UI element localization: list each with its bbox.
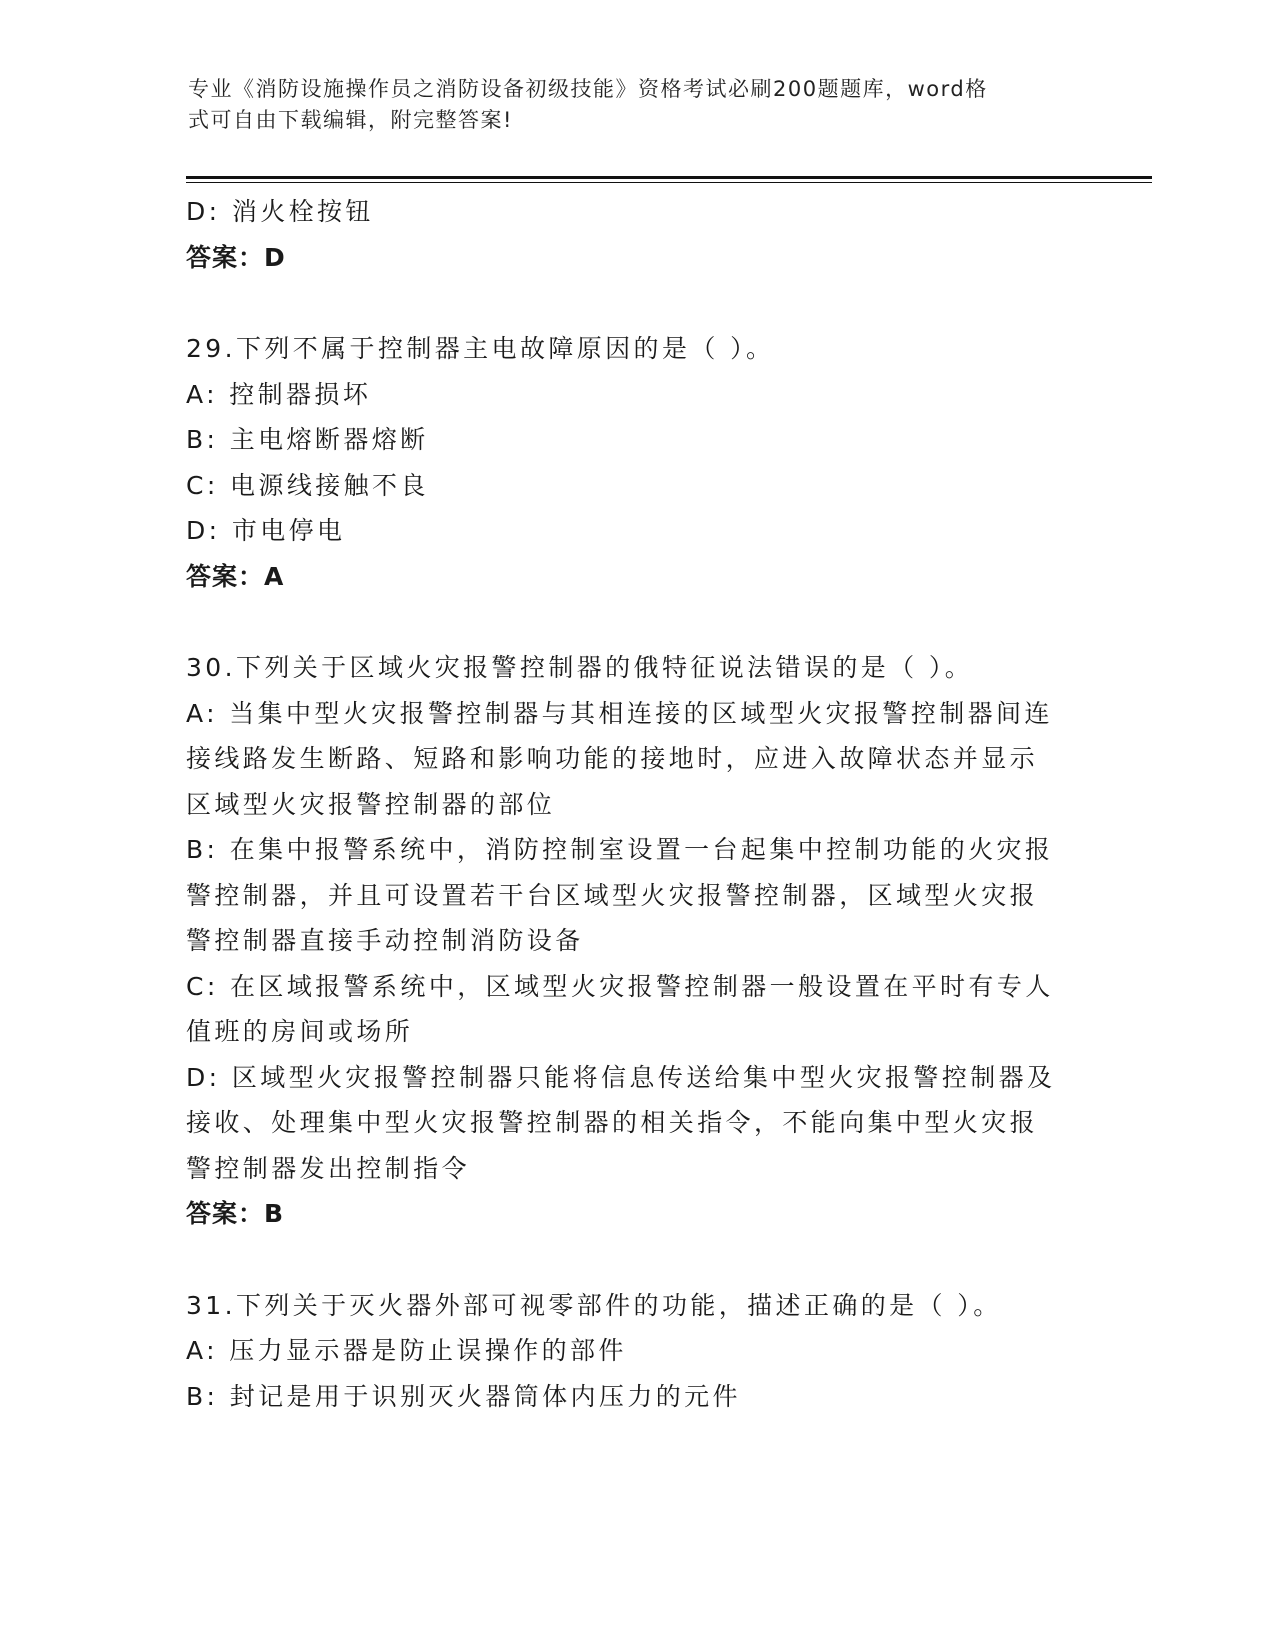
spacer xyxy=(186,280,1076,326)
q30-option-c-line-2: 值班的房间或场所 xyxy=(186,1017,414,1046)
q29-answer: 答案：A xyxy=(186,561,285,591)
q30-option-a-line-1: A: 当集中型火灾报警控制器与其相连接的区域型火灾报警控制器间连 xyxy=(186,698,1053,728)
q31-stem: 31.下列关于灭火器外部可视零部件的功能，描述正确的是（ ）。 xyxy=(186,1290,1002,1320)
header-line-2: 式可自由下载编辑，附完整答案! xyxy=(188,108,513,132)
header-line-1: 专业《消防设施操作员之消防设备初级技能》资格考试必刷200题题库，word格 xyxy=(188,77,988,101)
q29-option-c: C: 电源线接触不良 xyxy=(186,470,429,500)
spacer xyxy=(186,1237,1076,1283)
prev-answer: 答案：D xyxy=(186,242,286,272)
q30-answer: 答案：B xyxy=(186,1199,285,1228)
q31-option-a: A: 压力显示器是防止误操作的部件 xyxy=(186,1336,627,1365)
header-divider-thick xyxy=(186,176,1152,179)
q30-option-a-line-2: 接线路发生断路、短路和影响功能的接地时，应进入故障状态并显示 xyxy=(186,744,1039,773)
q29-option-b: B: 主电熔断器熔断 xyxy=(186,425,429,454)
q30-option-b-line-1: B: 在集中报警系统中，消防控制室设置一台起集中控制功能的火灾报 xyxy=(186,835,1054,864)
spacer xyxy=(186,599,1076,645)
q30-option-d-line-1: D: 区域型火灾报警控制器只能将信息传送给集中型火灾报警控制器及 xyxy=(186,1062,1056,1092)
q30-option-a-line-3: 区域型火灾报警控制器的部位 xyxy=(186,789,556,819)
q30-option-b-line-3: 警控制器直接手动控制消防设备 xyxy=(186,926,584,955)
q30-option-b-line-2: 警控制器，并且可设置若干台区域型火灾报警控制器，区域型火灾报 xyxy=(186,880,1039,910)
question-content xyxy=(186,189,1076,1419)
q30-option-d-line-3: 警控制器发出控制指令 xyxy=(186,1153,471,1183)
q29-stem: 29.下列不属于控制器主电故障原因的是（ ）。 xyxy=(186,334,775,363)
q29-option-a: A: 控制器损坏 xyxy=(186,379,372,409)
q30-option-d-line-2: 接收、处理集中型火灾报警控制器的相关指令，不能向集中型火灾报 xyxy=(186,1108,1039,1137)
q30-stem: 30.下列关于区域火灾报警控制器的俄特征说法错误的是（ ）。 xyxy=(186,653,974,682)
header-divider-thin xyxy=(186,182,1152,183)
q29-option-d: D: 市电停电 xyxy=(186,516,346,545)
prev-option-d: D: 消火栓按钮 xyxy=(186,197,374,226)
document-header xyxy=(188,74,1068,136)
q30-option-c-line-1: C: 在区域报警系统中，区域型火灾报警控制器一般设置在平时有专人 xyxy=(186,971,1054,1001)
q31-option-b: B: 封记是用于识别灭火器筒体内压力的元件 xyxy=(186,1381,741,1411)
